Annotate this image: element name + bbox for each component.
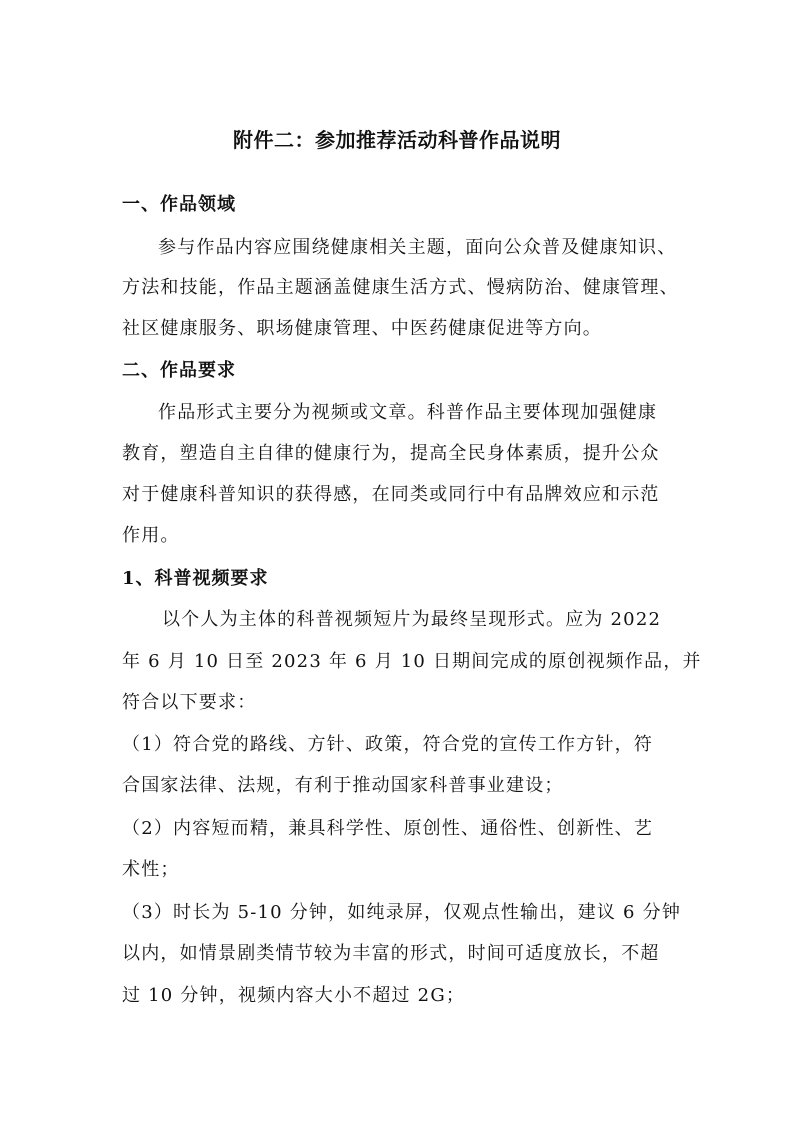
page-title: 附件二：参加推荐活动科普作品说明 [233,128,561,152]
paragraph-line: 以个人为主体的科普视频短片为最终呈现形式。应为 2022 [162,609,662,630]
paragraph-line: 以内，如情景剧类情节较为丰富的形式，时间可适度放长，不超 [122,943,660,964]
paragraph-line: 符合以下要求： [122,692,257,713]
paragraph-line: 作品形式主要分为视频或文章。科普作品主要体现加强健康 [158,402,658,423]
list-item: （3）时长为 5-10 分钟，如纯录屏，仅观点性输出，建议 6 分钟 [122,902,682,923]
paragraph-line: 方法和技能，作品主题涵盖健康生活方式、慢病防治、健康管理、 [122,277,679,298]
paragraph-line: 社区健康服务、职场健康管理、中医药健康促进等方向。 [122,318,602,339]
paragraph-line: 过 10 分钟，视频内容大小不超过 2G； [122,985,466,1006]
paragraph-line: 年 6 月 10 日至 2023 年 6 月 10 日期间完成的原创视频作品，并 [122,651,702,672]
section-heading-requirements: 二、作品要求 [122,360,236,381]
paragraph-line: 参与作品内容应围绕健康相关主题，面向公众普及健康知识、 [158,237,677,258]
paragraph-line: 术性； [122,859,180,880]
list-item: （2）内容短而精，兼具科学性、原创性、通俗性、创新性、艺 [122,818,654,839]
list-item: （1）符合党的路线、方针、政策，符合党的宣传工作方针，符 [122,734,654,755]
section-heading-domain: 一、作品领域 [122,194,236,215]
paragraph-line: 教育，塑造自主自律的健康行为，提高全民身体素质，提升公众 [122,443,660,464]
paragraph-line: 对于健康科普知识的获得感，在同类或同行中有品牌效应和示范 [122,484,660,505]
section-heading-video-requirements: 1、科普视频要求 [122,568,269,589]
paragraph-line: 合国家法律、法规，有利于推动国家科普事业建设； [122,775,564,796]
paragraph-line: 作用。 [122,525,180,546]
